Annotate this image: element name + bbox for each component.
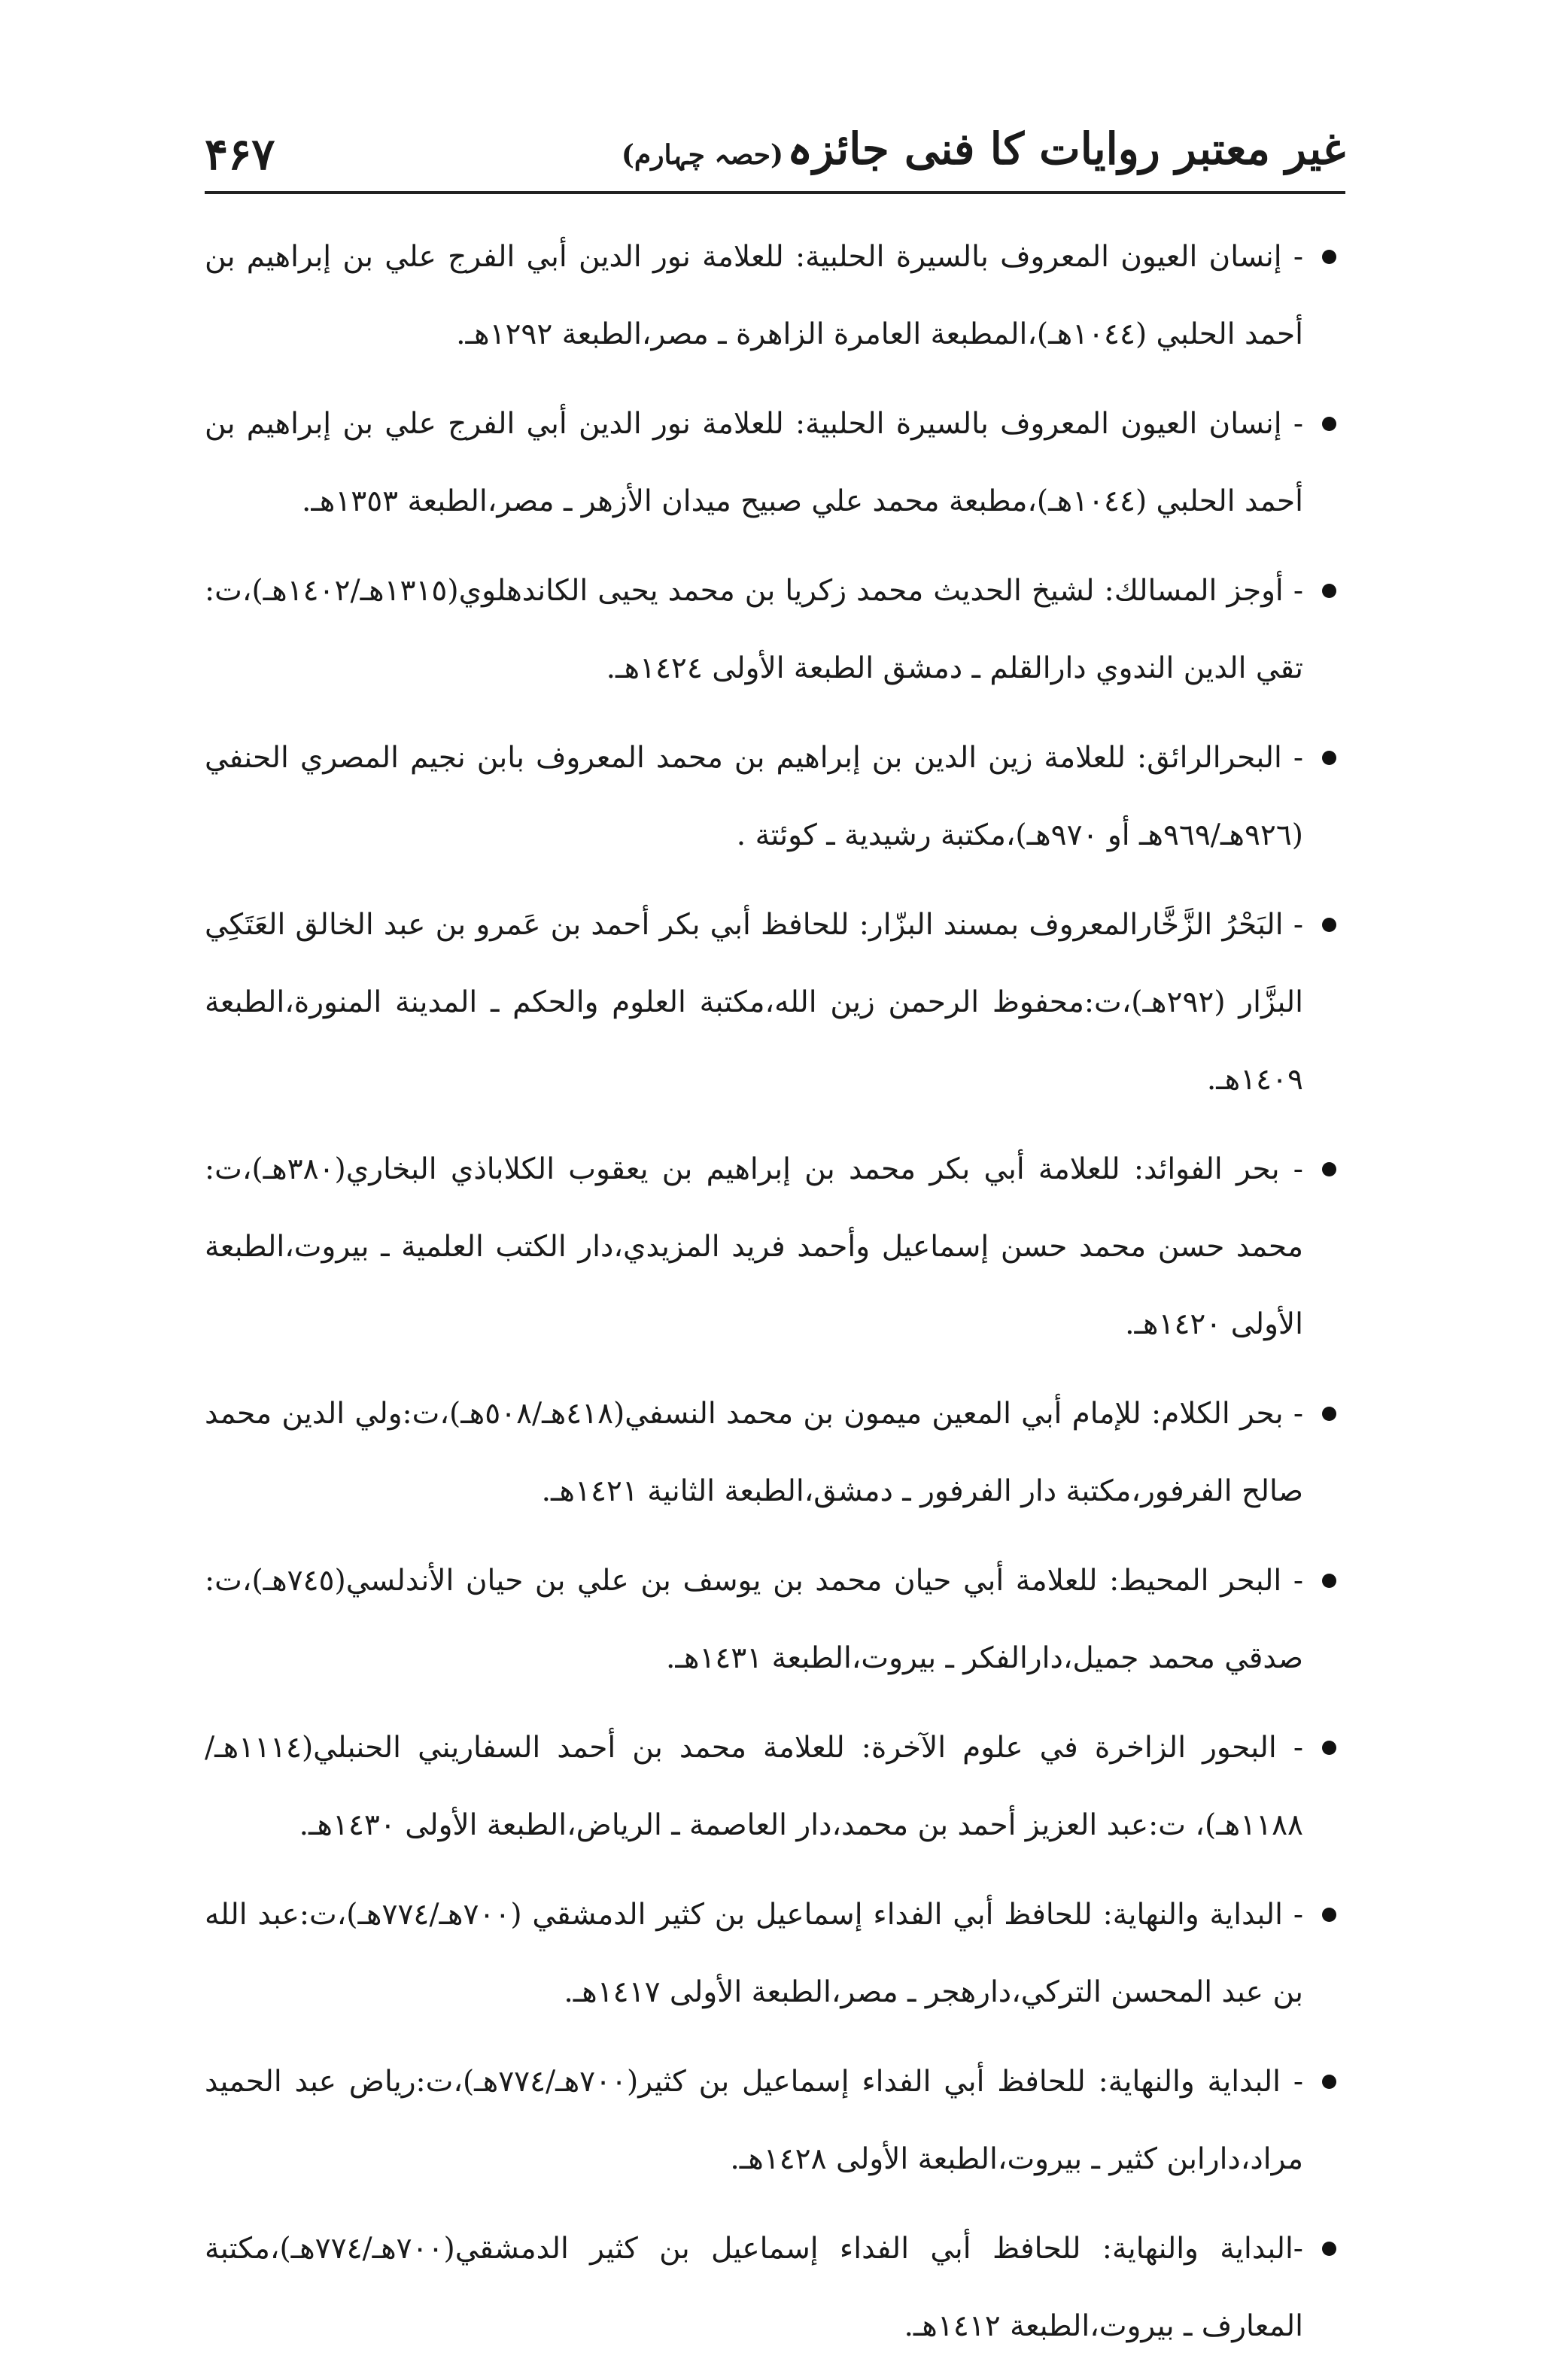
entry-text: - إنسان العيون المعروف بالسيرة الحلبية: للعلامة نور الدين أبي الفرج علي بن إبراهيم بن أحمد الحلبي (١٠٤٤هـ)،المطبعة العامرة الزاهرة ـ مصر،الطبعة ١٢٩٢هـ. bbox=[205, 240, 1303, 351]
bullet-icon bbox=[1322, 2242, 1336, 2256]
bibliography-entry bbox=[205, 1375, 1336, 1530]
bibliography-entry bbox=[205, 2043, 1336, 2198]
page-header bbox=[205, 113, 1345, 196]
entry-text: - البداية والنهاية: للحافظ أبي الفداء إسماعيل بن كثير الدمشقي (٧٠٠هـ/٧٧٤هـ)،ت:عبد الله بن عبد المحسن التركي،دارهجر ـ مصر،الطبعة الأولى ١٤١٧هـ. bbox=[205, 1898, 1303, 2009]
bibliography-entry bbox=[205, 886, 1336, 1119]
bibliography-entry bbox=[205, 1542, 1336, 1697]
page-number: ۴۶۷ bbox=[205, 129, 275, 180]
book-part-label: (حصہ چہارم) bbox=[621, 139, 783, 171]
bullet-icon bbox=[1322, 250, 1336, 264]
bibliography-entry bbox=[205, 1709, 1336, 1864]
bullet-icon bbox=[1322, 417, 1336, 431]
entry-text: - بحر الكلام: للإمام أبي المعين ميمون بن محمد النسفي(٤١٨هـ/٥٠٨هـ)،ت:ولي الدين محمد صالح الفرفور،مكتبة دار الفرفور ـ دمشق،الطبعة الثانية ١٤٢١هـ. bbox=[205, 1397, 1304, 1508]
bullet-icon bbox=[1322, 1741, 1336, 1755]
bullet-icon bbox=[1322, 1407, 1336, 1421]
entry-text: - البحور الزاخرة في علوم الآخرة: للعلامة محمد بن أحمد السفاريني الحنبلي(١١١٤هـ/١١٨٨هـ)، ت:عبد العزيز أحمد بن محمد،دار العاصمة ـ الرياض،الطبعة الأولى ١٤٣٠هـ. bbox=[205, 1731, 1303, 1842]
bullet-icon bbox=[1322, 1908, 1336, 1922]
entry-text: - البحرالرائق: للعلامة زين الدين بن إبراهيم بن محمد المعروف بابن نجيم المصري الحنفي (٩٢٦هـ/٩٦٩هـ أو ٩٧٠هـ)،مكتبة رشيدية ـ كوئتة . bbox=[205, 741, 1303, 852]
bullet-icon bbox=[1322, 584, 1336, 598]
bullet-icon bbox=[1322, 2075, 1336, 2089]
bibliography-entry bbox=[205, 2210, 1336, 2365]
header-rule bbox=[205, 191, 1345, 194]
bullet-icon bbox=[1322, 1574, 1336, 1588]
entry-text: - البداية والنهاية: للحافظ أبي الفداء إسماعيل بن كثير(٧٠٠هـ/٧٧٤هـ)،ت:رياض عبد الحميد مراد،دارابن كثير ـ بيروت،الطبعة الأولى ١٤٢٨هـ. bbox=[205, 2065, 1303, 2176]
bullet-icon bbox=[1322, 1162, 1336, 1176]
entry-text: - إنسان العيون المعروف بالسيرة الحلبية: للعلامة نور الدين أبي الفرج علي بن إبراهيم بن أحمد الحلبي (١٠٤٤هـ)،مطبعة محمد علي صبيح ميدان الأزهر ـ مصر،الطبعة ١٣٥٣هـ. bbox=[205, 407, 1303, 518]
bibliography-entry bbox=[205, 552, 1336, 707]
bibliography-entry bbox=[205, 1131, 1336, 1363]
entry-text: - أوجز المسالك: لشيخ الحديث محمد زكريا بن محمد يحيى الكاندهلوي(١٣١٥هـ/١٤٠٢هـ)،ت: تقي الدين الندوي دارالقلم ـ دمشق الطبعة الأولى ١٤٢٤هـ. bbox=[205, 574, 1303, 685]
bibliography-entry bbox=[205, 385, 1336, 540]
entry-text: -البداية والنهاية: للحافظ أبي الفداء إسماعيل بن كثير الدمشقي(٧٠٠هـ/٧٧٤هـ)،مكتبة المعارف ـ بيروت،الطبعة ١٤١٢هـ. bbox=[205, 2232, 1303, 2343]
running-title bbox=[605, 119, 1345, 185]
entry-text: - البحر المحيط: للعلامة أبي حيان محمد بن يوسف بن علي بن حيان الأندلسي(٧٤٥هـ)،ت: صدقي محمد جميل،دارالفكر ـ بيروت،الطبعة ١٤٣١هـ. bbox=[205, 1564, 1303, 1675]
bullet-icon bbox=[1322, 751, 1336, 765]
bibliography-entry bbox=[205, 218, 1336, 373]
bullet-icon bbox=[1322, 918, 1336, 932]
bibliography-list bbox=[205, 218, 1336, 2377]
bibliography-entry bbox=[205, 1876, 1336, 2031]
entry-text: - بحر الفوائد: للعلامة أبي بكر محمد بن إبراهيم بن يعقوب الكلاباذي البخاري(٣٨٠هـ)،ت: محمد حسن محمد حسن إسماعيل وأحمد فريد المزيدي،دار الكتب العلمية ـ بيروت،الطبعة الأولى ١٤٢٠هـ. bbox=[205, 1152, 1303, 1341]
book-title: غیر معتبر روایات کا فنی جائزہ bbox=[787, 123, 1345, 175]
bibliography-entry bbox=[205, 719, 1336, 874]
entry-text: - البَحْرُ الزَّخَّارالمعروف بمسند البزّار: للحافظ أبي بكر أحمد بن عَمرو بن عبد الخالق العَتَكِي البزَّار (٢٩٢هـ)،ت:محفوظ الرحمن زين الله،مكتبة العلوم والحكم ـ المدينة المنورة،الطبعة ١٤٠٩هـ. bbox=[205, 908, 1303, 1097]
